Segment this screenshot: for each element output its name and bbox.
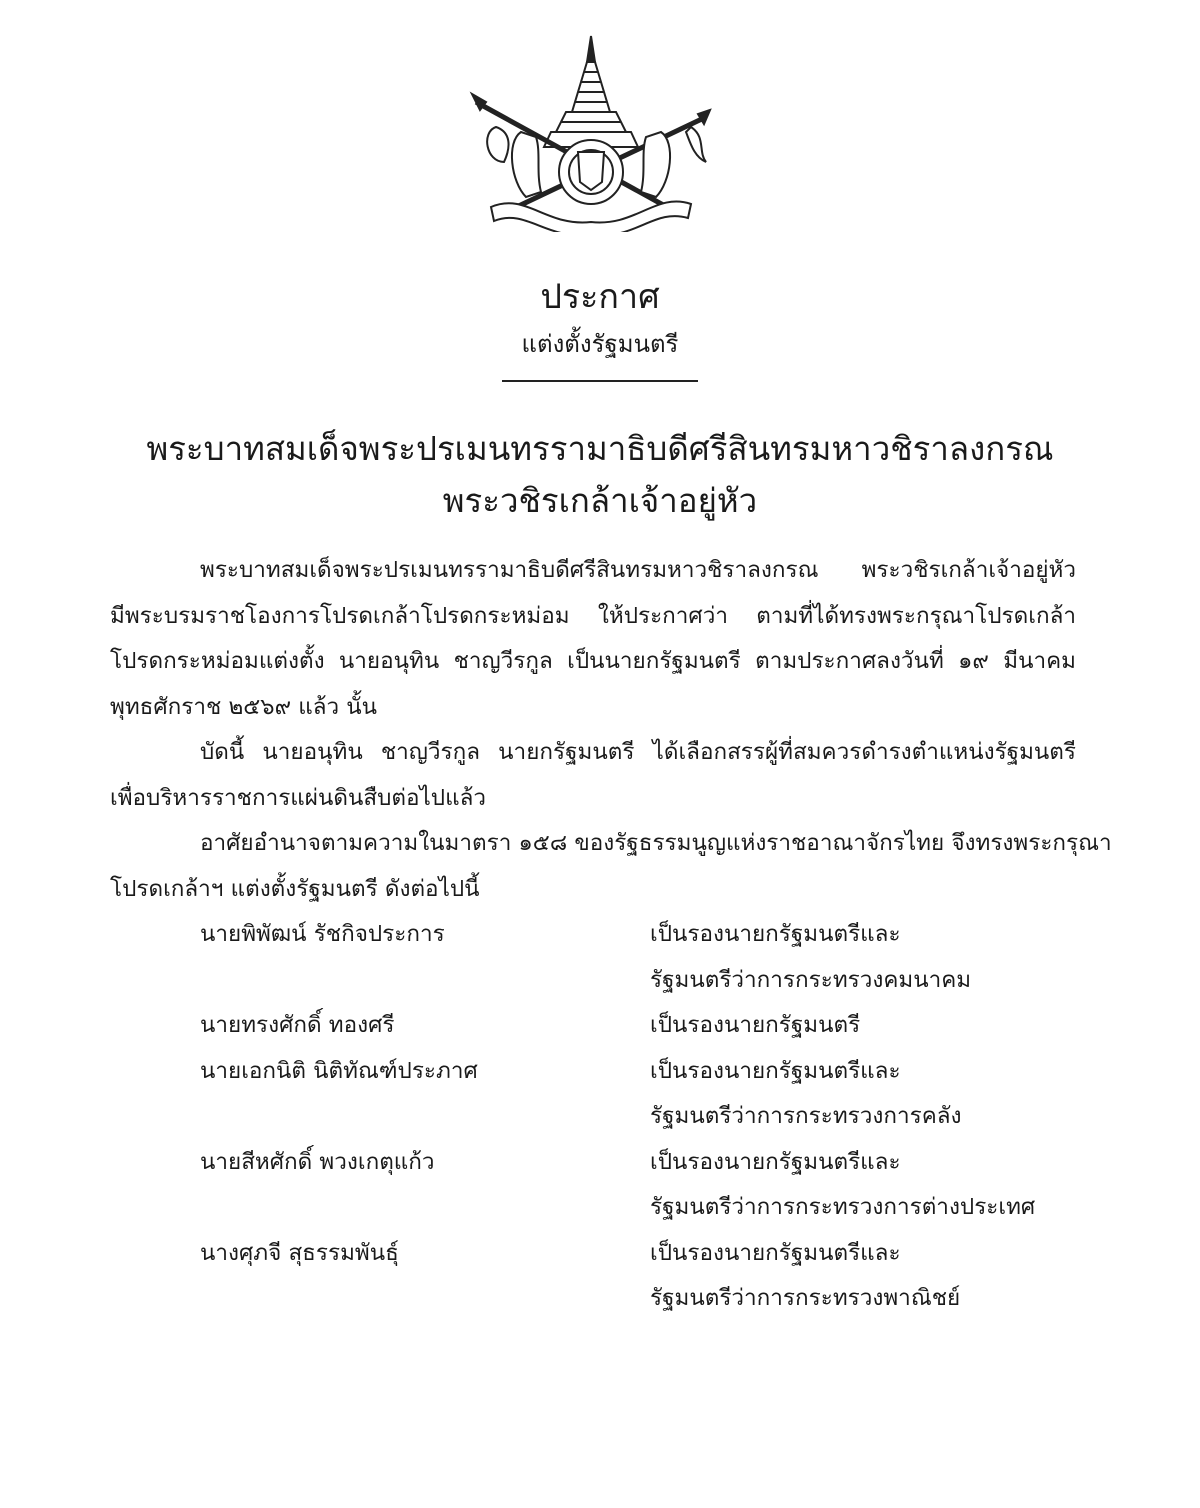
position-line: เป็นรองนายกรัฐมนตรีและ	[650, 1148, 901, 1175]
announcement-body	[110, 548, 1112, 912]
appointee-position	[650, 1140, 1035, 1231]
paragraph-line: โปรดเกล้าฯ แต่งตั้งรัฐมนตรี ดังต่อไปนี้	[110, 875, 480, 902]
paragraph-2	[110, 730, 1076, 821]
appointee-name: นายพิพัฒน์ รัชกิจประการ	[200, 921, 445, 947]
position-line: รัฐมนตรีว่าการกระทรวงคมนาคม	[650, 966, 972, 993]
position-line: รัฐมนตรีว่าการกระทรวงการต่างประเทศ	[650, 1194, 1036, 1220]
appointment-row	[200, 1231, 1100, 1322]
position-line: เป็นรองนายกรัฐมนตรี	[650, 1012, 861, 1038]
paragraph-line: บัดนี้ นายอนุทิน ชาญวีรกูล นายกรัฐมนตรี ได้เลือกสรรผู้ที่สมควรดำรงตำแหน่งรัฐมนตรี	[200, 739, 1076, 765]
appointee-name: นายทรงศักดิ์ ทองศรี	[200, 1012, 395, 1038]
king-name-line-2: พระวชิรเกล้าเจ้าอยู่หัว	[442, 481, 758, 520]
position-line: รัฐมนตรีว่าการกระทรวงพาณิชย์	[650, 1285, 961, 1311]
appointments-list	[200, 912, 1100, 1322]
appointee-position	[650, 1003, 860, 1049]
appointee-name: นางศุภจี สุธรรมพันธุ์	[200, 1239, 399, 1266]
position-line: เป็นรองนายกรัฐมนตรีและ	[650, 1057, 901, 1084]
document-title: ประกาศ	[540, 277, 660, 317]
appointment-row	[200, 1140, 1100, 1231]
paragraph-line: พระบาทสมเด็จพระปรเมนทรรามาธิบดีศรีสินทรมหาวชิราลงกรณ พระวชิรเกล้าเจ้าอยู่หัว	[200, 557, 1076, 583]
position-line: เป็นรองนายกรัฐมนตรีและ	[650, 921, 901, 947]
king-name-line-1: พระบาทสมเด็จพระปรเมนทรรามาธิบดีศรีสินทรมหาวชิราลงกรณ	[146, 429, 1054, 468]
appointment-row	[200, 1003, 1100, 1049]
paragraph-line: อาศัยอำนาจตามความในมาตรา ๑๕๘ ของรัฐธรรมนูญแห่งราชอาณาจักรไทย จึงทรงพระกรุณา	[200, 830, 1112, 856]
appointee-position	[650, 1049, 962, 1140]
paragraph-3	[110, 821, 1112, 912]
paragraph-line: เพื่อบริหารราชการแผ่นดินสืบต่อไปแล้ว	[110, 784, 487, 811]
appointee-position	[650, 1231, 960, 1322]
appointee-name: นายสีหศักดิ์ พวงเกตุแก้ว	[200, 1148, 435, 1175]
royal-seal-emblem-icon	[466, 32, 716, 232]
title-divider	[502, 380, 698, 382]
appointee-name: นายเอกนิติ นิติทัณฑ์ประภาศ	[200, 1057, 478, 1084]
appointment-row	[200, 1049, 1100, 1140]
position-line: รัฐมนตรีว่าการกระทรวงการคลัง	[650, 1103, 962, 1129]
document-subtitle: แต่งตั้งรัฐมนตรี	[521, 330, 679, 358]
paragraph-line: โปรดกระหม่อมแต่งตั้ง นายอนุทิน ชาญวีรกูล เป็นนายกรัฐมนตรี ตามประกาศลงวันที่ ๑๙ มีนาคม	[110, 648, 1076, 674]
appointment-row	[200, 912, 1100, 1003]
appointee-position	[650, 912, 971, 1003]
paragraph-line: พุทธศักราช ๒๕๖๙ แล้ว นั้น	[110, 693, 378, 720]
paragraph-line: มีพระบรมราชโองการโปรดเกล้าโปรดกระหม่อม ให้ประกาศว่า ตามที่ได้ทรงพระกรุณาโปรดเกล้า	[110, 602, 1076, 629]
paragraph-1	[110, 548, 1076, 730]
position-line: เป็นรองนายกรัฐมนตรีและ	[650, 1239, 901, 1266]
